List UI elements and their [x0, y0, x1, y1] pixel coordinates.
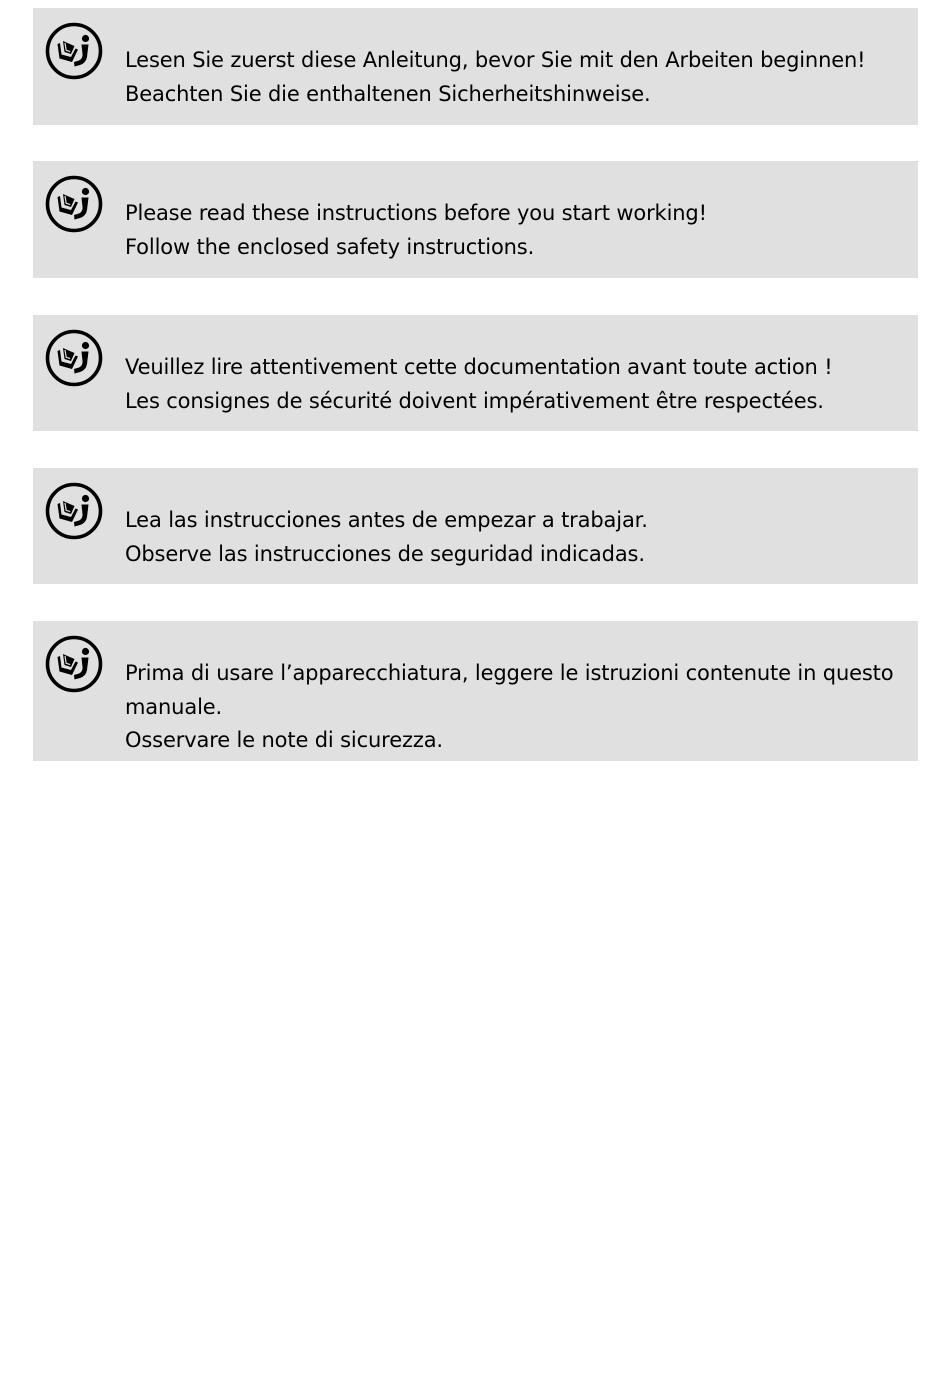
- read-manual-icon: [45, 22, 103, 80]
- notice-line-2: Follow the enclosed safety instructions.: [125, 234, 535, 259]
- notice-line-1: Lesen Sie zuerst diese Anleitung, bevor Sie mit den Arbeiten beginnen!: [125, 48, 866, 72]
- notice-text: [125, 351, 906, 418]
- read-manual-icon: [45, 482, 103, 540]
- safety-notice-de: [33, 8, 918, 125]
- notice-line-2: Les consignes de sécurité doivent impérativement être respectées.: [125, 388, 824, 413]
- notice-text: [125, 44, 906, 111]
- notice-line-1: Please read these instructions before you start working!: [125, 201, 707, 225]
- notice-line-1: Prima di usare l’apparecchiatura, leggere le istruzioni contenute in questo manuale.: [125, 661, 894, 719]
- notice-line-1: Veuillez lire attentivement cette documentation avant toute action !: [125, 355, 833, 379]
- read-manual-icon: [45, 175, 103, 233]
- notice-text: [125, 504, 906, 571]
- safety-notice-fr: [33, 315, 918, 431]
- notice-text: [125, 197, 906, 264]
- notice-line-2: Beachten Sie die enthaltenen Sicherheitshinweise.: [125, 81, 651, 106]
- notice-line-2: Osservare le note di sicurezza.: [125, 728, 443, 753]
- read-manual-icon: [45, 329, 103, 387]
- safety-notice-it: [33, 621, 918, 761]
- safety-notice-es: [33, 468, 918, 584]
- notice-line-2: Observe las instrucciones de seguridad indicadas.: [125, 541, 645, 566]
- read-manual-icon: [45, 635, 103, 693]
- safety-notice-en: [33, 161, 918, 278]
- notice-line-1: Lea las instrucciones antes de empezar a trabajar.: [125, 508, 648, 532]
- notice-text: [125, 657, 906, 758]
